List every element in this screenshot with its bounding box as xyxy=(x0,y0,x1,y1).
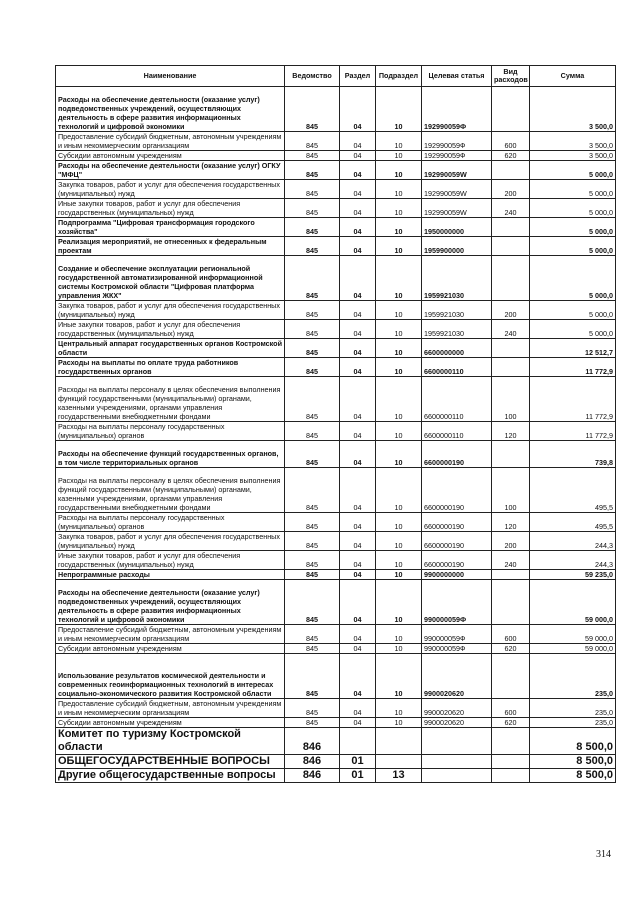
cell-target-item: 6600000000 xyxy=(422,339,492,358)
cell-subsection: 10 xyxy=(376,513,422,532)
cell-department: 845 xyxy=(285,161,340,180)
cell-name: Создание и обеспечение эксплуатации региональной государственной автоматизированной информационной системы Костромской области "Цифровая платформа управления ЖКХ" xyxy=(56,256,285,301)
cell-name: Расходы на обеспечение деятельности (оказание услуг) подведомственных учреждений, осуществляющих деятельность в сфере развития информационных технологий и цифровой экономики xyxy=(56,87,285,132)
table-row xyxy=(56,358,616,377)
cell-name: Субсидии автономным учреждениям xyxy=(56,151,285,161)
cell-name: Закупка товаров, работ и услуг для обеспечения государственных (муниципальных) нужд xyxy=(56,532,285,551)
cell-section: 04 xyxy=(340,237,376,256)
cell-department: 845 xyxy=(285,699,340,718)
cell-section: 04 xyxy=(340,441,376,468)
cell-amount: 5 000,0 xyxy=(530,199,616,218)
cell-expense-type xyxy=(492,769,530,783)
cell-name: Закупка товаров, работ и услуг для обеспечения государственных (муниципальных) нужд xyxy=(56,180,285,199)
cell-amount: 59 235,0 xyxy=(530,570,616,580)
cell-name: Расходы на выплаты по оплате труда работников государственных органов xyxy=(56,358,285,377)
cell-section: 04 xyxy=(340,718,376,728)
table-row xyxy=(56,218,616,237)
cell-target-item: 9900000000 xyxy=(422,570,492,580)
cell-section: 04 xyxy=(340,654,376,699)
cell-amount: 5 000,0 xyxy=(530,237,616,256)
cell-department: 845 xyxy=(285,644,340,654)
cell-section: 04 xyxy=(340,468,376,513)
cell-department: 845 xyxy=(285,551,340,570)
table-row xyxy=(56,728,616,755)
cell-expense-type xyxy=(492,87,530,132)
table-row xyxy=(56,301,616,320)
table-row xyxy=(56,513,616,532)
cell-subsection: 10 xyxy=(376,199,422,218)
cell-name: Закупка товаров, работ и услуг для обеспечения государственных (муниципальных) нужд xyxy=(56,301,285,320)
cell-target-item xyxy=(422,755,492,769)
cell-department: 845 xyxy=(285,132,340,151)
header-target-item: Целевая статья xyxy=(422,66,492,87)
cell-department: 845 xyxy=(285,580,340,625)
cell-expense-type: 200 xyxy=(492,301,530,320)
table-row xyxy=(56,161,616,180)
cell-subsection: 10 xyxy=(376,132,422,151)
cell-department: 845 xyxy=(285,151,340,161)
cell-target-item: 6600000110 xyxy=(422,358,492,377)
cell-subsection: 10 xyxy=(376,256,422,301)
cell-subsection: 10 xyxy=(376,237,422,256)
cell-section: 04 xyxy=(340,256,376,301)
header-department: Ведомство xyxy=(285,66,340,87)
cell-department: 845 xyxy=(285,625,340,644)
cell-name: Комитет по туризму Костромской области xyxy=(56,728,285,755)
table-row xyxy=(56,699,616,718)
cell-expense-type: 620 xyxy=(492,151,530,161)
cell-subsection: 10 xyxy=(376,422,422,441)
cell-section: 04 xyxy=(340,644,376,654)
cell-section: 04 xyxy=(340,580,376,625)
cell-name: Расходы на обеспечение функций государственных органов, в том числе территориальных органов xyxy=(56,441,285,468)
cell-name: Предоставление субсидий бюджетным, автономным учреждениям и иным некоммерческим организациям xyxy=(56,132,285,151)
cell-amount: 495,5 xyxy=(530,468,616,513)
cell-name: Непрограммные расходы xyxy=(56,570,285,580)
cell-section: 04 xyxy=(340,218,376,237)
cell-subsection: 10 xyxy=(376,644,422,654)
cell-target-item: 192990059W xyxy=(422,180,492,199)
cell-subsection: 10 xyxy=(376,358,422,377)
cell-section: 04 xyxy=(340,339,376,358)
cell-subsection: 10 xyxy=(376,339,422,358)
cell-target-item: 9900020620 xyxy=(422,654,492,699)
cell-expense-type xyxy=(492,728,530,755)
table-row xyxy=(56,422,616,441)
cell-subsection: 10 xyxy=(376,468,422,513)
table-header-row xyxy=(56,66,616,87)
cell-department: 845 xyxy=(285,377,340,422)
table-row xyxy=(56,718,616,728)
cell-subsection: 10 xyxy=(376,151,422,161)
cell-name: Расходы на выплаты персоналу государственных (муниципальных) органов xyxy=(56,422,285,441)
cell-expense-type xyxy=(492,218,530,237)
cell-amount: 59 000,0 xyxy=(530,644,616,654)
table-row xyxy=(56,625,616,644)
table-row xyxy=(56,132,616,151)
cell-target-item: 1950000000 xyxy=(422,218,492,237)
cell-expense-type xyxy=(492,256,530,301)
cell-amount: 235,0 xyxy=(530,699,616,718)
cell-name: Иные закупки товаров, работ и услуг для обеспечения государственных (муниципальных) нужд xyxy=(56,199,285,218)
cell-expense-type xyxy=(492,339,530,358)
cell-section: 04 xyxy=(340,199,376,218)
cell-section: 01 xyxy=(340,769,376,783)
cell-target-item: 6600000190 xyxy=(422,532,492,551)
header-name: Наименование xyxy=(56,66,285,87)
cell-amount: 11 772,9 xyxy=(530,422,616,441)
cell-target-item xyxy=(422,728,492,755)
cell-section: 04 xyxy=(340,180,376,199)
cell-amount: 244,3 xyxy=(530,532,616,551)
cell-target-item: 6600000190 xyxy=(422,441,492,468)
cell-amount: 5 000,0 xyxy=(530,301,616,320)
cell-amount: 8 500,0 xyxy=(530,755,616,769)
cell-target-item xyxy=(422,769,492,783)
cell-subsection: 10 xyxy=(376,161,422,180)
cell-amount: 739,8 xyxy=(530,441,616,468)
cell-amount: 495,5 xyxy=(530,513,616,532)
header-amount: Сумма xyxy=(530,66,616,87)
cell-name: Использование результатов космической деятельности и современных геоинформационных технологий в интересах социально-экономического развития Костромской области xyxy=(56,654,285,699)
cell-target-item: 6600000110 xyxy=(422,422,492,441)
cell-name: Иные закупки товаров, работ и услуг для обеспечения государственных (муниципальных) нужд xyxy=(56,551,285,570)
cell-expense-type: 100 xyxy=(492,377,530,422)
cell-name: Расходы на выплаты персоналу государственных (муниципальных) органов xyxy=(56,513,285,532)
cell-target-item: 6600000110 xyxy=(422,377,492,422)
cell-expense-type: 240 xyxy=(492,551,530,570)
cell-subsection: 10 xyxy=(376,699,422,718)
cell-amount: 5 000,0 xyxy=(530,256,616,301)
page-number: 314 xyxy=(596,849,611,860)
cell-amount: 8 500,0 xyxy=(530,728,616,755)
cell-section: 04 xyxy=(340,513,376,532)
cell-department: 845 xyxy=(285,468,340,513)
cell-target-item: 6600000190 xyxy=(422,513,492,532)
cell-expense-type: 200 xyxy=(492,180,530,199)
cell-expense-type: 620 xyxy=(492,644,530,654)
cell-name: Расходы на выплаты персоналу в целях обеспечения выполнения функций государственными (муниципальными) органами, казенными учреждениями, органами управления государственными внебюджетными фондами xyxy=(56,377,285,422)
cell-department: 845 xyxy=(285,532,340,551)
cell-department: 845 xyxy=(285,513,340,532)
cell-section: 04 xyxy=(340,161,376,180)
header-section: Раздел xyxy=(340,66,376,87)
cell-subsection: 13 xyxy=(376,769,422,783)
cell-amount: 244,3 xyxy=(530,551,616,570)
cell-subsection: 10 xyxy=(376,218,422,237)
cell-section: 04 xyxy=(340,358,376,377)
cell-section: 04 xyxy=(340,132,376,151)
cell-section: 04 xyxy=(340,151,376,161)
cell-department: 845 xyxy=(285,256,340,301)
cell-subsection: 10 xyxy=(376,625,422,644)
cell-subsection: 10 xyxy=(376,551,422,570)
cell-subsection: 10 xyxy=(376,718,422,728)
cell-section: 04 xyxy=(340,551,376,570)
cell-subsection: 10 xyxy=(376,377,422,422)
table-row xyxy=(56,237,616,256)
cell-section: 04 xyxy=(340,699,376,718)
cell-section: 01 xyxy=(340,755,376,769)
cell-expense-type xyxy=(492,570,530,580)
cell-name: Расходы на обеспечение деятельности (оказание услуг) подведомственных учреждений, осуществляющих деятельность в сфере развития информационных технологий и цифровой экономики xyxy=(56,580,285,625)
cell-expense-type: 620 xyxy=(492,718,530,728)
cell-target-item: 192990059W xyxy=(422,161,492,180)
table-row xyxy=(56,570,616,580)
cell-expense-type: 100 xyxy=(492,468,530,513)
cell-subsection: 10 xyxy=(376,320,422,339)
cell-target-item: 990000059Ф xyxy=(422,625,492,644)
cell-expense-type: 120 xyxy=(492,422,530,441)
cell-expense-type: 600 xyxy=(492,699,530,718)
cell-subsection: 10 xyxy=(376,570,422,580)
cell-section: 04 xyxy=(340,570,376,580)
table-row xyxy=(56,377,616,422)
table-body xyxy=(56,87,616,783)
cell-expense-type xyxy=(492,441,530,468)
cell-name: Иные закупки товаров, работ и услуг для обеспечения государственных (муниципальных) нужд xyxy=(56,320,285,339)
cell-expense-type: 240 xyxy=(492,320,530,339)
cell-department: 845 xyxy=(285,339,340,358)
cell-department: 845 xyxy=(285,237,340,256)
cell-section: 04 xyxy=(340,87,376,132)
cell-subsection: 10 xyxy=(376,654,422,699)
cell-amount: 5 000,0 xyxy=(530,218,616,237)
cell-department: 845 xyxy=(285,441,340,468)
cell-expense-type xyxy=(492,237,530,256)
cell-subsection: 10 xyxy=(376,87,422,132)
cell-department: 845 xyxy=(285,654,340,699)
cell-target-item: 9900020620 xyxy=(422,699,492,718)
cell-amount: 235,0 xyxy=(530,654,616,699)
cell-subsection: 10 xyxy=(376,180,422,199)
cell-name: Реализация мероприятий, не отнесенных к федеральным проектам xyxy=(56,237,285,256)
cell-department: 846 xyxy=(285,769,340,783)
cell-amount: 11 772,9 xyxy=(530,377,616,422)
cell-target-item: 6600000190 xyxy=(422,468,492,513)
cell-name: Предоставление субсидий бюджетным, автономным учреждениям и иным некоммерческим организациям xyxy=(56,699,285,718)
cell-expense-type xyxy=(492,358,530,377)
cell-department: 845 xyxy=(285,87,340,132)
cell-target-item: 192990059Ф xyxy=(422,87,492,132)
cell-expense-type xyxy=(492,654,530,699)
table-row xyxy=(56,320,616,339)
cell-section: 04 xyxy=(340,377,376,422)
cell-expense-type xyxy=(492,161,530,180)
cell-amount: 11 772,9 xyxy=(530,358,616,377)
table-row xyxy=(56,151,616,161)
cell-section xyxy=(340,728,376,755)
table-row xyxy=(56,180,616,199)
cell-department: 845 xyxy=(285,570,340,580)
cell-section: 04 xyxy=(340,532,376,551)
table-row xyxy=(56,468,616,513)
cell-expense-type: 200 xyxy=(492,532,530,551)
cell-name: Субсидии автономным учреждениям xyxy=(56,644,285,654)
cell-name: Другие общегосударственные вопросы xyxy=(56,769,285,783)
cell-target-item: 1959921030 xyxy=(422,256,492,301)
cell-target-item: 1959900000 xyxy=(422,237,492,256)
cell-target-item: 192990059Ф xyxy=(422,151,492,161)
cell-subsection xyxy=(376,728,422,755)
cell-department: 845 xyxy=(285,301,340,320)
cell-department: 845 xyxy=(285,199,340,218)
cell-name: Подпрограмма "Цифровая трансформация городского хозяйства" xyxy=(56,218,285,237)
table-row xyxy=(56,532,616,551)
budget-table xyxy=(55,65,616,783)
cell-name: Расходы на обеспечение деятельности (оказание услуг) ОГКУ "МФЦ" xyxy=(56,161,285,180)
header-expense-type: Вид расходов xyxy=(492,66,530,87)
cell-target-item: 192990059Ф xyxy=(422,132,492,151)
cell-amount: 59 000,0 xyxy=(530,625,616,644)
cell-target-item: 990000059Ф xyxy=(422,644,492,654)
cell-department: 846 xyxy=(285,755,340,769)
cell-target-item: 1959921030 xyxy=(422,301,492,320)
cell-name: Центральный аппарат государственных органов Костромской области xyxy=(56,339,285,358)
cell-section: 04 xyxy=(340,301,376,320)
cell-amount: 3 500,0 xyxy=(530,132,616,151)
cell-amount: 235,0 xyxy=(530,718,616,728)
cell-amount: 5 000,0 xyxy=(530,161,616,180)
table-row xyxy=(56,87,616,132)
cell-department: 845 xyxy=(285,358,340,377)
cell-target-item: 990000059Ф xyxy=(422,580,492,625)
cell-amount: 8 500,0 xyxy=(530,769,616,783)
cell-amount: 5 000,0 xyxy=(530,180,616,199)
cell-subsection xyxy=(376,755,422,769)
table-row xyxy=(56,755,616,769)
cell-subsection: 10 xyxy=(376,441,422,468)
table-row xyxy=(56,339,616,358)
cell-expense-type xyxy=(492,580,530,625)
table-row xyxy=(56,580,616,625)
table-row xyxy=(56,769,616,783)
cell-subsection: 10 xyxy=(376,532,422,551)
table-row xyxy=(56,256,616,301)
cell-name: Расходы на выплаты персоналу в целях обеспечения выполнения функций государственными (муниципальными) органами, казенными учреждениями, органами управления государственными внебюджетными фондами xyxy=(56,468,285,513)
cell-name: Субсидии автономным учреждениям xyxy=(56,718,285,728)
cell-section: 04 xyxy=(340,320,376,339)
cell-target-item: 9900020620 xyxy=(422,718,492,728)
cell-amount: 59 000,0 xyxy=(530,580,616,625)
table-row xyxy=(56,441,616,468)
cell-target-item: 192990059W xyxy=(422,199,492,218)
cell-amount: 12 512,7 xyxy=(530,339,616,358)
table-row xyxy=(56,654,616,699)
cell-name: Предоставление субсидий бюджетным, автономным учреждениям и иным некоммерческим организациям xyxy=(56,625,285,644)
table-row xyxy=(56,644,616,654)
cell-expense-type: 600 xyxy=(492,625,530,644)
cell-department: 845 xyxy=(285,320,340,339)
cell-expense-type: 120 xyxy=(492,513,530,532)
cell-target-item: 6600000190 xyxy=(422,551,492,570)
cell-target-item: 1959921030 xyxy=(422,320,492,339)
cell-subsection: 10 xyxy=(376,301,422,320)
cell-amount: 3 500,0 xyxy=(530,151,616,161)
cell-expense-type xyxy=(492,755,530,769)
cell-department: 846 xyxy=(285,728,340,755)
cell-department: 845 xyxy=(285,218,340,237)
table-row xyxy=(56,551,616,570)
cell-subsection: 10 xyxy=(376,580,422,625)
cell-department: 845 xyxy=(285,422,340,441)
cell-department: 845 xyxy=(285,718,340,728)
header-subsection: Подраздел xyxy=(376,66,422,87)
cell-section: 04 xyxy=(340,422,376,441)
cell-section: 04 xyxy=(340,625,376,644)
cell-department: 845 xyxy=(285,180,340,199)
cell-amount: 5 000,0 xyxy=(530,320,616,339)
table-row xyxy=(56,199,616,218)
cell-expense-type: 600 xyxy=(492,132,530,151)
cell-amount: 3 500,0 xyxy=(530,87,616,132)
cell-name: ОБЩЕГОСУДАРСТВЕННЫЕ ВОПРОСЫ xyxy=(56,755,285,769)
cell-expense-type: 240 xyxy=(492,199,530,218)
